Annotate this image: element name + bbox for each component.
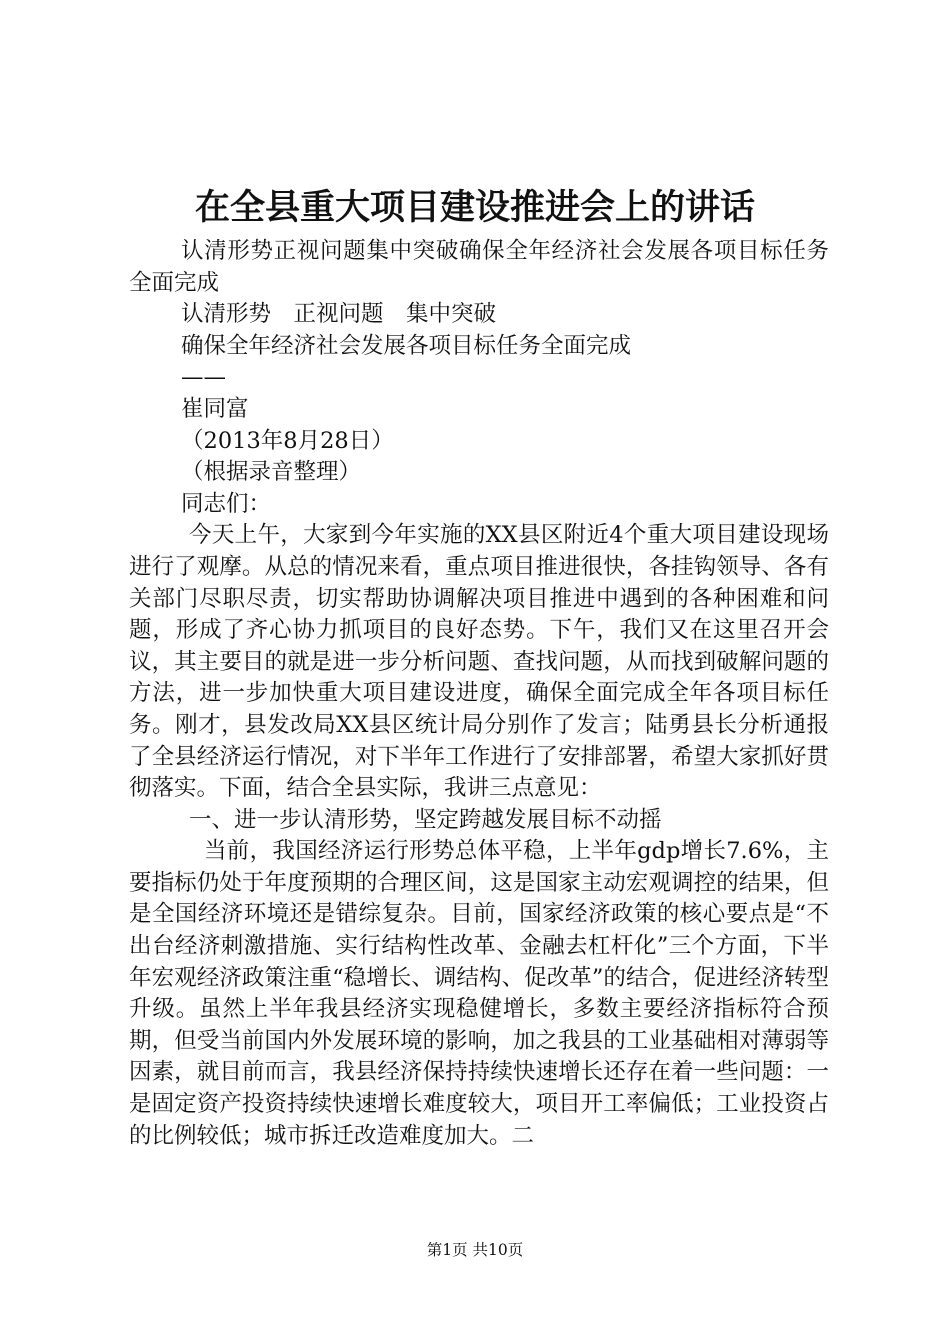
subtitle-paragraph: 认清形势正视问题集中突破确保全年经济社会发展各项目标任务全面完成: [129, 238, 829, 296]
page-footer: 第1页 共10页: [426, 1241, 524, 1259]
salutation: 同志们：: [181, 490, 272, 517]
paragraph-1: 今天上午，大家到今年实施的XX县区附近4个重大项目建设现场进行了观摩。从总的情况来看，重点项目推进很快，各挂钩领导、各有关部门尽职尽责，切实帮助协调解决项目推进中遇到的各种困难和问题，形成了齐心协力抓项目的良好态势。下午，我们又在这里召开会议，其主要目的就是进一步分析问题、查找问题，从而找到破解问题的方法，进一步加快重大项目建设进度，确保全面完成全年各项目标任务。刚才，县发改局XX县区统计局分别作了发言；陆勇县长分析通报了全县经济运行情况，对下半年工作进行了安排部署，希望大家抓好贯彻落实。下面，结合全县实际，我讲三点意见：: [129, 522, 829, 802]
speech-date: （2013年8月28日）: [181, 427, 394, 454]
section-1-heading: 一、进一步认清形势，坚定跨越发展目标不动摇: [189, 806, 662, 833]
document-body: [129, 236, 829, 1152]
transcript-note: （根据录音整理）: [181, 459, 362, 486]
heading-line-1: 认清形势 正视问题 集中突破: [181, 301, 497, 328]
speaker-name: 崔同富: [181, 395, 249, 422]
paragraph-2: 当前，我国经济运行形势总体平稳，上半年gdp增长7.6%，主要指标仍处于年度预期的合理区间，这是国家主动宏观调控的结果，但是全国经济环境还是错综复杂。目前，国家经济政策的核心要点是“不出台经济刺激措施、实行结构性改革、金融去杠杆化”三个方面，下半年宏观经济政策注重“稳增长、调结构、促改革”的结合，促进经济转型升级。虽然上半年我县经济实现稳健增长，多数主要经济指标符合预期，但受当前国内外发展环境的影响，加之我县的工业基础相对薄弱等因素，就目前而言，我县经济保持持续快速增长还存在着一些问题：一是固定资产投资持续快速增长难度较大，项目开工率偏低；工业投资占的比例较低；城市拆迁改造难度加大。二: [129, 838, 829, 1149]
dash-line: ——: [181, 364, 226, 391]
document-title: 在全县重大项目建设推进会上的讲话: [194, 187, 755, 228]
heading-line-2: 确保全年经济社会发展各项目标任务全面完成: [181, 332, 632, 359]
